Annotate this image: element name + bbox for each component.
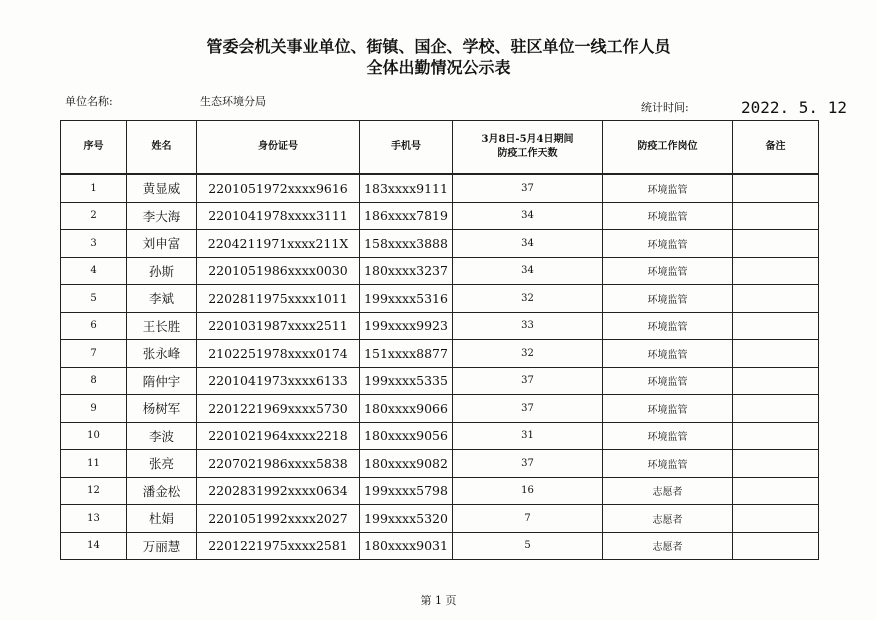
cell-name: 李大海 [127,202,197,230]
cell-id: 2204211971xxxx211X [197,230,360,258]
cell-post: 环境监管 [603,285,733,313]
cell-phone: 180xxxx9082 [360,450,453,478]
cell-phone: 199xxxx5316 [360,285,453,313]
cell-id: 2201031987xxxx2511 [197,312,360,340]
cell-seq: 10 [61,422,127,450]
table-row [61,422,819,450]
unit-name-value: 生态环境分局 [200,95,266,108]
cell-name: 张亮 [127,450,197,478]
cell-name: 潘金松 [127,477,197,505]
cell-name: 李斌 [127,285,197,313]
table-row [61,340,819,368]
cell-post: 环境监管 [603,340,733,368]
cell-phone: 158xxxx3888 [360,230,453,258]
table-row [61,505,819,533]
cell-name: 张永峰 [127,340,197,368]
cell-name: 王长胜 [127,312,197,340]
cell-phone: 199xxxx5335 [360,367,453,395]
cell-phone: 199xxxx9923 [360,312,453,340]
cell-id: 2201051992xxxx2027 [197,505,360,533]
cell-post: 志愿者 [603,505,733,533]
cell-phone: 199xxxx5320 [360,505,453,533]
cell-post: 环境监管 [603,174,733,202]
cell-remark [733,230,819,258]
stat-date-label: 统计时间: [641,101,689,114]
table-row [61,367,819,395]
cell-phone: 180xxxx9056 [360,422,453,450]
cell-post: 环境监管 [603,395,733,423]
cell-days: 31 [453,422,603,450]
cell-post: 环境监管 [603,367,733,395]
document-title-line2: 全体出勤情况公示表 [366,58,511,77]
cell-name: 杜娟 [127,505,197,533]
cell-seq: 2 [61,202,127,230]
table-header-row [61,121,819,175]
cell-name: 李波 [127,422,197,450]
cell-remark [733,257,819,285]
cell-seq: 12 [61,477,127,505]
table-row [61,174,819,202]
table-row [61,202,819,230]
table-row [61,477,819,505]
table-row [61,532,819,560]
cell-days: 34 [453,202,603,230]
cell-remark [733,367,819,395]
cell-id: 2201041978xxxx3111 [197,202,360,230]
cell-id: 2201021964xxxx2218 [197,422,360,450]
cell-remark [733,202,819,230]
header-days [453,121,603,175]
stat-date-value: 2022. 5. 12 [741,98,847,117]
cell-id: 2201051986xxxx0030 [197,257,360,285]
cell-phone: 151xxxx8877 [360,340,453,368]
cell-seq: 5 [61,285,127,313]
cell-remark [733,450,819,478]
cell-seq: 13 [61,505,127,533]
cell-id: 2201221969xxxx5730 [197,395,360,423]
cell-post: 志愿者 [603,477,733,505]
cell-seq: 9 [61,395,127,423]
cell-id: 2207021986xxxx5838 [197,450,360,478]
header-post: 防疫工作岗位 [603,121,733,175]
header-remark: 备注 [733,121,819,175]
cell-seq: 14 [61,532,127,560]
cell-post: 环境监管 [603,450,733,478]
cell-name: 万丽慧 [127,532,197,560]
cell-seq: 7 [61,340,127,368]
table-body [61,174,819,560]
cell-post: 环境监管 [603,202,733,230]
page-number: 第 1 页 [420,594,457,607]
cell-seq: 6 [61,312,127,340]
cell-post: 环境监管 [603,230,733,258]
header-days-line2: 防疫工作天数 [497,148,558,159]
header-id: 身份证号 [197,121,360,175]
cell-remark [733,505,819,533]
table-row [61,312,819,340]
cell-phone: 180xxxx9066 [360,395,453,423]
cell-phone: 183xxxx9111 [360,174,453,202]
header-phone: 手机号 [360,121,453,175]
unit-name-label: 单位名称: [65,95,113,108]
cell-id: 2201041973xxxx6133 [197,367,360,395]
table-row [61,257,819,285]
cell-remark [733,532,819,560]
cell-name: 隋仲宇 [127,367,197,395]
cell-days: 5 [453,532,603,560]
cell-days: 32 [453,285,603,313]
cell-id: 2202831992xxxx0634 [197,477,360,505]
cell-remark [733,422,819,450]
table-row [61,230,819,258]
attendance-table [60,120,819,560]
table-row [61,450,819,478]
cell-remark [733,395,819,423]
cell-id: 2201221975xxxx2581 [197,532,360,560]
cell-days: 37 [453,450,603,478]
header-name: 姓名 [127,121,197,175]
header-seq: 序号 [61,121,127,175]
header-days-line1: 3月8日-5月4日期间 [481,134,574,145]
cell-id: 2202811975xxxx1011 [197,285,360,313]
cell-post: 志愿者 [603,532,733,560]
cell-seq: 3 [61,230,127,258]
cell-post: 环境监管 [603,312,733,340]
cell-days: 37 [453,174,603,202]
cell-post: 环境监管 [603,257,733,285]
cell-days: 16 [453,477,603,505]
cell-remark [733,477,819,505]
cell-name: 黄显威 [127,174,197,202]
cell-remark [733,174,819,202]
cell-phone: 180xxxx9031 [360,532,453,560]
cell-days: 34 [453,230,603,258]
cell-phone: 180xxxx3237 [360,257,453,285]
cell-days: 33 [453,312,603,340]
cell-seq: 4 [61,257,127,285]
cell-remark [733,312,819,340]
cell-id: 2102251978xxxx0174 [197,340,360,368]
cell-days: 7 [453,505,603,533]
cell-remark [733,340,819,368]
cell-seq: 1 [61,174,127,202]
cell-phone: 199xxxx5798 [360,477,453,505]
cell-seq: 11 [61,450,127,478]
cell-id: 2201051972xxxx9616 [197,174,360,202]
cell-name: 刘申富 [127,230,197,258]
cell-days: 37 [453,367,603,395]
cell-seq: 8 [61,367,127,395]
cell-remark [733,285,819,313]
cell-days: 34 [453,257,603,285]
cell-days: 32 [453,340,603,368]
table-row [61,395,819,423]
document-title-line1: 管委会机关事业单位、街镇、国企、学校、驻区单位一线工作人员 [206,37,671,56]
cell-days: 37 [453,395,603,423]
cell-name: 孙斯 [127,257,197,285]
cell-phone: 186xxxx7819 [360,202,453,230]
cell-name: 杨树军 [127,395,197,423]
table-row [61,285,819,313]
cell-post: 环境监管 [603,422,733,450]
